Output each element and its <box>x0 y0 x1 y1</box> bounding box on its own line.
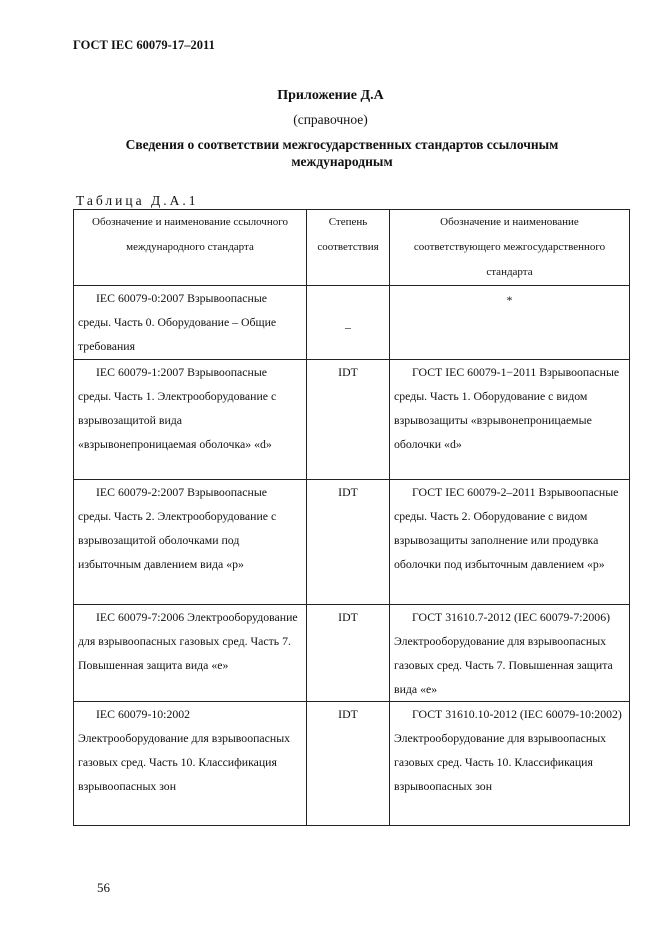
cell-text: IEC 60079-7:2006 Электрооборудование для взрывоопасных газовых сред. Часть 7. Повышенная защита вида «е» <box>78 610 298 672</box>
cell-international <box>74 605 307 702</box>
header-international-standard: Обозначение и наименование ссылочного международного стандарта <box>74 210 307 286</box>
page-number: 56 <box>97 880 110 895</box>
cell-international <box>74 480 307 605</box>
cell-text: ГОСТ 31610.10-2012 (IEC 60079-10:2002) Электрооборудование для взрывоопасных газовых сред. Часть 10. Классификация взрывоопасных зон <box>394 707 622 793</box>
cell-text: ГОСТ 31610.7-2012 (IEC 60079-7:2006) Электрооборудование для взрывоопасных газовых сред. Часть 7. Повышенная защита вида «е» <box>394 610 613 696</box>
table-header-row <box>74 210 630 286</box>
appendix-heading: Сведения о соответствии межгосударственных стандартов ссылочным международным <box>125 137 559 169</box>
table-row <box>74 702 630 826</box>
cell-degree: _ <box>307 286 390 360</box>
cell-degree: IDT <box>307 360 390 480</box>
cell-text: IEC 60079-0:2007 Взрывоопасные среды. Часть 0. Оборудование – Общие требования <box>78 291 277 353</box>
cell-degree: IDT <box>307 702 390 826</box>
header-degree-of-correspondence: Степень соответствия <box>307 210 390 286</box>
cell-interstate <box>390 360 630 480</box>
cell-text: ГОСТ IEC 60079-2–2011 Взрывоопасные среды. Часть 2. Оборудование с видом взрывозащиты заполнение или продувка оболочки под избыточным давлением «р» <box>394 485 619 571</box>
cell-degree: IDT <box>307 480 390 605</box>
header-interstate-standard: Обозначение и наименование соответствующего межгосударственного стандарта <box>390 210 630 286</box>
cell-interstate <box>390 605 630 702</box>
cell-interstate <box>390 480 630 605</box>
cell-text: IEC 60079-2:2007 Взрывоопасные среды. Часть 2. Электрооборудование с взрывозащитой оболочками под избыточным давлением вида «р» <box>78 485 277 571</box>
table-row <box>74 286 630 360</box>
table-label: Таблица Д.А.1 <box>76 193 199 208</box>
correspondence-table <box>73 209 630 826</box>
cell-degree: IDT <box>307 605 390 702</box>
appendix-subtitle: (справочное) <box>293 112 368 127</box>
table-row <box>74 360 630 480</box>
cell-international <box>74 286 307 360</box>
cell-text: IEC 60079-10:2002 Электрооборудование для взрывоопасных газовых сред. Часть 10. Классификация взрывоопасных зон <box>78 707 291 793</box>
cell-text: IEC 60079-1:2007 Взрывоопасные среды. Часть 1. Электрооборудование с взрывозащитой вида «взрывонепроницаемая оболочка» «d» <box>78 365 277 451</box>
appendix-title: Приложение Д.А <box>277 88 384 103</box>
cell-international <box>74 360 307 480</box>
cell-international <box>74 702 307 826</box>
cell-text: ГОСТ IEC 60079-1−2011 Взрывоопасные среды. Часть 1. Оборудование с видом взрывозащиты «взрывонепроницаемые оболочки «d» <box>394 365 620 451</box>
cell-interstate <box>390 702 630 826</box>
table-row <box>74 480 630 605</box>
cell-interstate: * <box>390 286 630 360</box>
table-row <box>74 605 630 702</box>
document-header: ГОСТ IEC 60079-17–2011 <box>73 38 215 52</box>
